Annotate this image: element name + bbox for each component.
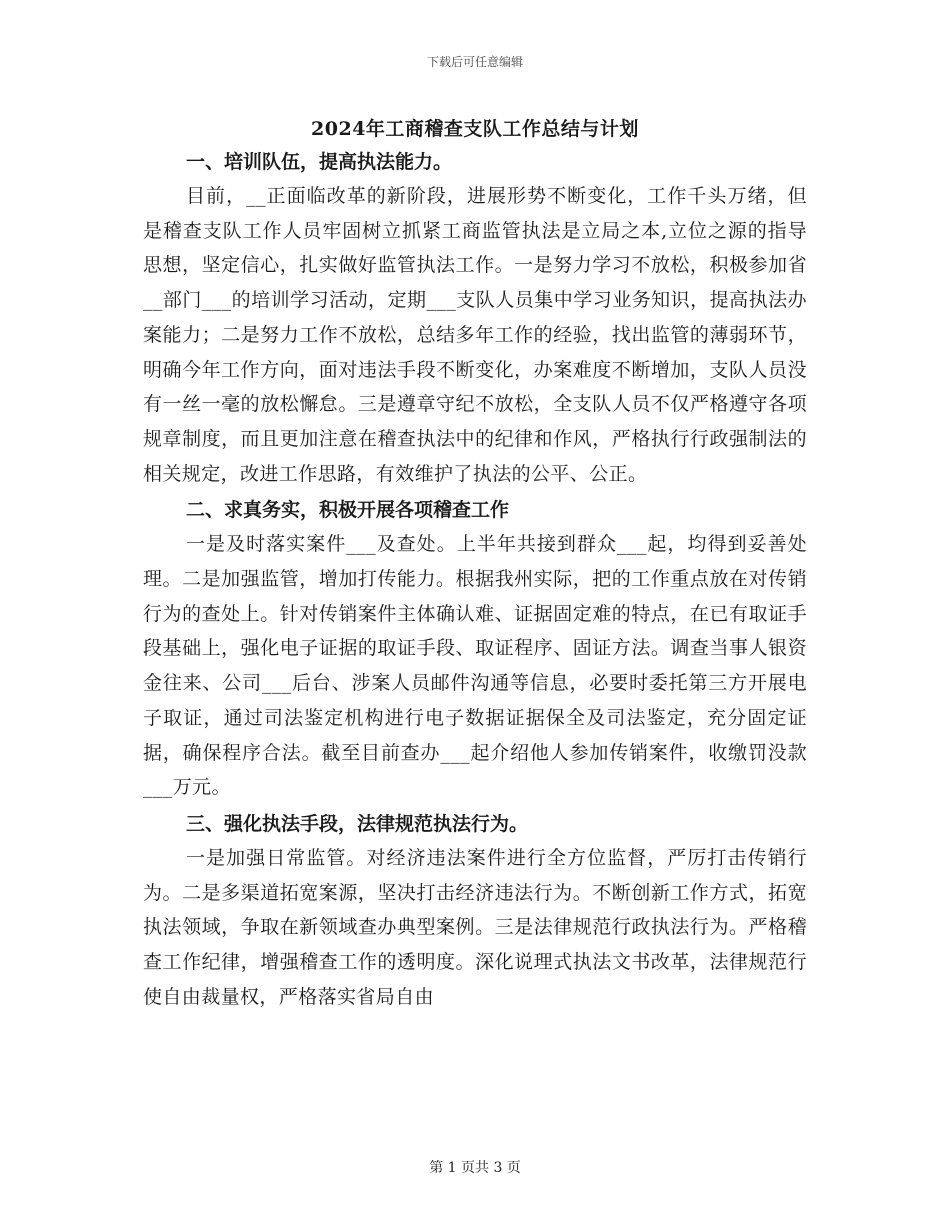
section-paragraph-2: 一是及时落实案件___及查处。上半年共接到群众___起，均得到妥善处理。二是加强监管，增加打传能力。根据我州实际，把的工作重点放在对传销行为的查处上。针对传销案件主体确认难、证据固定难的特点，在已有取证手段基础上，强化电子证据的取证手段、取证程序、固证方法。调查当事人银资金往来、公司___后台、涉案人员邮件沟通等信息，必要时委托第三方开展电子取证，通过司法鉴定机构进行电子数据证据保全及司法鉴定，充分固定证据，确保程序合法。截至目前查办___起介绍他人参加传销案件，收缴罚没款___万元。 [143,533,807,799]
document-body [143,145,807,1014]
section-paragraph-1: 目前，__正面临改革的新阶段，进展形势不断变化，工作千头万绪，但是稽查支队工作人员牢固树立抓紧工商监管执法是立局之本,立位之源的指导思想，坚定信心，扎实做好监管执法工作。一是努力学习不放松，积极参加省__部门___的培训学习活动，定期___支队人员集中学习业务知识，提高执法办案能力；二是努力工作不放松，总结多年工作的经验，找出监管的薄弱环节，明确今年工作方向，面对违法手段不断变化，办案难度不断增加，支队人员没有一丝一毫的放松懈怠。三是遵章守纪不放松，全支队人员不仅严格遵守各项规章制度，而且更加注意在稽查执法中的纪律和作风，严格执行行政强制法的相关规定，改进工作思路，有效维护了执法的公平、公正。 [143,185,807,485]
page-footer: 第 1 页共 3 页 [429,1160,521,1176]
section-paragraph-3: 一是加强日常监管。对经济违法案件进行全方位监督，严厉打击传销行为。二是多渠道拓宽案源，坚决打击经济违法行为。不断创新工作方式，拓宽执法领域，争取在新领域查办典型案例。三是法律规范行政执法行为。严格稽查工作纪律，增强稽查工作的透明度。深化说理式执法文书改革，法律规范行使自由裁量权，严格落实省局自由 [143,846,807,1008]
page-header-note: 下载后可任意编辑 [426,55,523,69]
section-heading-1: 一、培训队伍，提高执法能力。 [186,151,453,173]
section-heading-2: 二、求真务实，积极开展各项稽查工作 [186,499,510,522]
document-title: 2024年工商稽查支队工作总结与计划 [311,118,639,140]
section-heading-3: 三、强化执法手段，法律规范执法行为。 [186,812,529,835]
